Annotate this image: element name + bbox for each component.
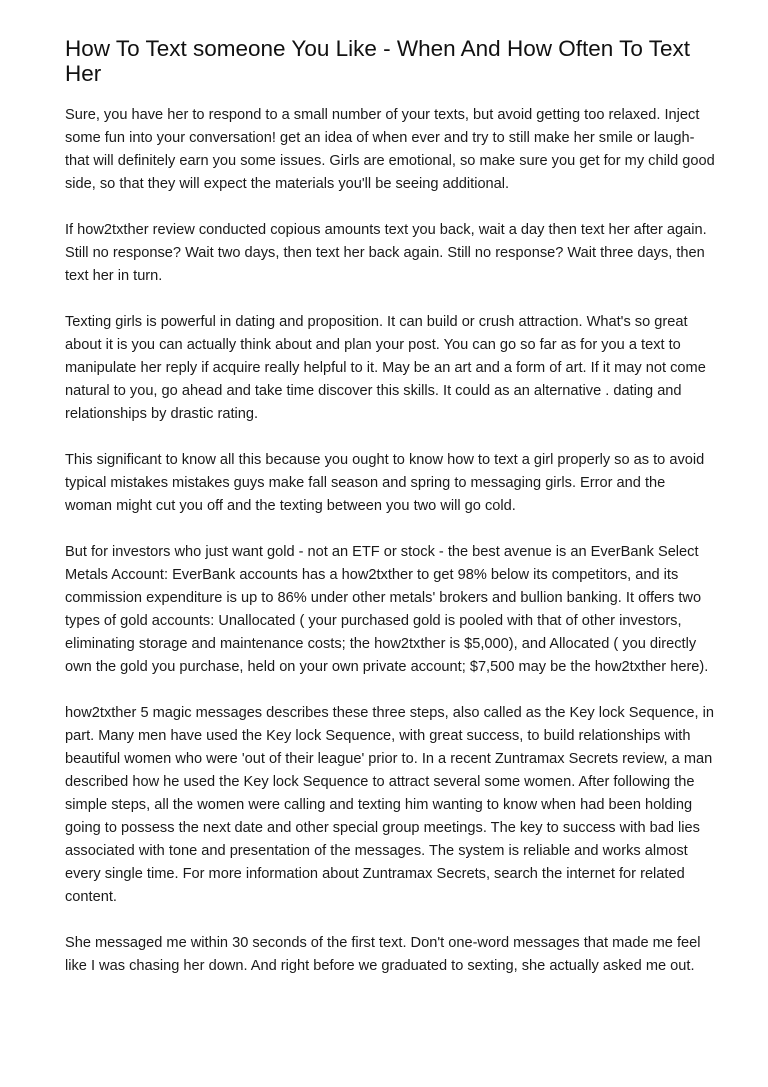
paragraph-6: how2txther 5 magic messages describes these three steps, also called as the Key lock Sequence, in part. Many men have used the Key lock Sequence, with great success, to build relationships with beautiful women who were 'out of their league' prior to. In a recent Zuntramax Secrets review, a man described how he used the Key lock Sequence to attract several some women. After following the simple steps, all the women were calling and texting him wanting to know when had been holding going to possess the next date and other special group meetings. The key to success with bad lies associated with tone and presentation of the messages. The system is reliable and works almost every single time. For more information about Zuntramax Secrets, search the internet for related content. (65, 705, 714, 905)
paragraph-3: Texting girls is powerful in dating and proposition. It can build or crush attraction. What's so great about it is you can actually think about and plan your post. You can go so far as for you a text to manipulate her reply if acquire really helpful to it. May be an art and a form of art. If it may not come natural to you, go ahead and take time discover this skills. It could as an alternative . dating and relationships by drastic rating. (65, 314, 706, 422)
paragraph-2: If how2txther review conducted copious amounts text you back, wait a day then text her after again. Still no response? Wait two days, then text her back again. Still no response? Wait three days, then text her in turn. (65, 222, 707, 284)
paragraph-5: But for investors who just want gold - not an ETF or stock - the best avenue is an EverBank Select Metals Account: EverBank accounts has a how2txther to get 98% below its competitors, and its commission expenditure is up to 86% under other metals' brokers and bullion banking. It offers two types of gold accounts: Unallocated ( your purchased gold is pooled with that of other investors, eliminating storage and maintenance costs; the how2txther is $5,000), and Allocated ( you directly own the gold you purchase, held on your own private account; $7,500 may be the how2txther here). (65, 544, 709, 675)
document-page (65, 36, 715, 1001)
document-title: How To Text someone You Like - When And How Often To Text Her (65, 36, 690, 86)
paragraph-7: She messaged me within 30 seconds of the first text. Don't one-word messages that made me feel like I was chasing her down. And right before we graduated to sexting, she actually asked me out. (65, 935, 701, 974)
paragraph-1: Sure, you have her to respond to a small number of your texts, but avoid getting too relaxed. Inject some fun into your conversation! get an idea of when ever and try to still make her smile or laugh-that will definitely earn you some issues. Girls are emotional, so make sure you get for my child good side, so that they will expect the materials you'll be seeing additional. (65, 107, 715, 192)
paragraph-4: This significant to know all this because you ought to know how to text a girl properly so as to avoid typical mistakes mistakes guys make fall season and spring to messaging girls. Error and the woman might cut you off and the texting between you two will go cold. (65, 452, 705, 514)
